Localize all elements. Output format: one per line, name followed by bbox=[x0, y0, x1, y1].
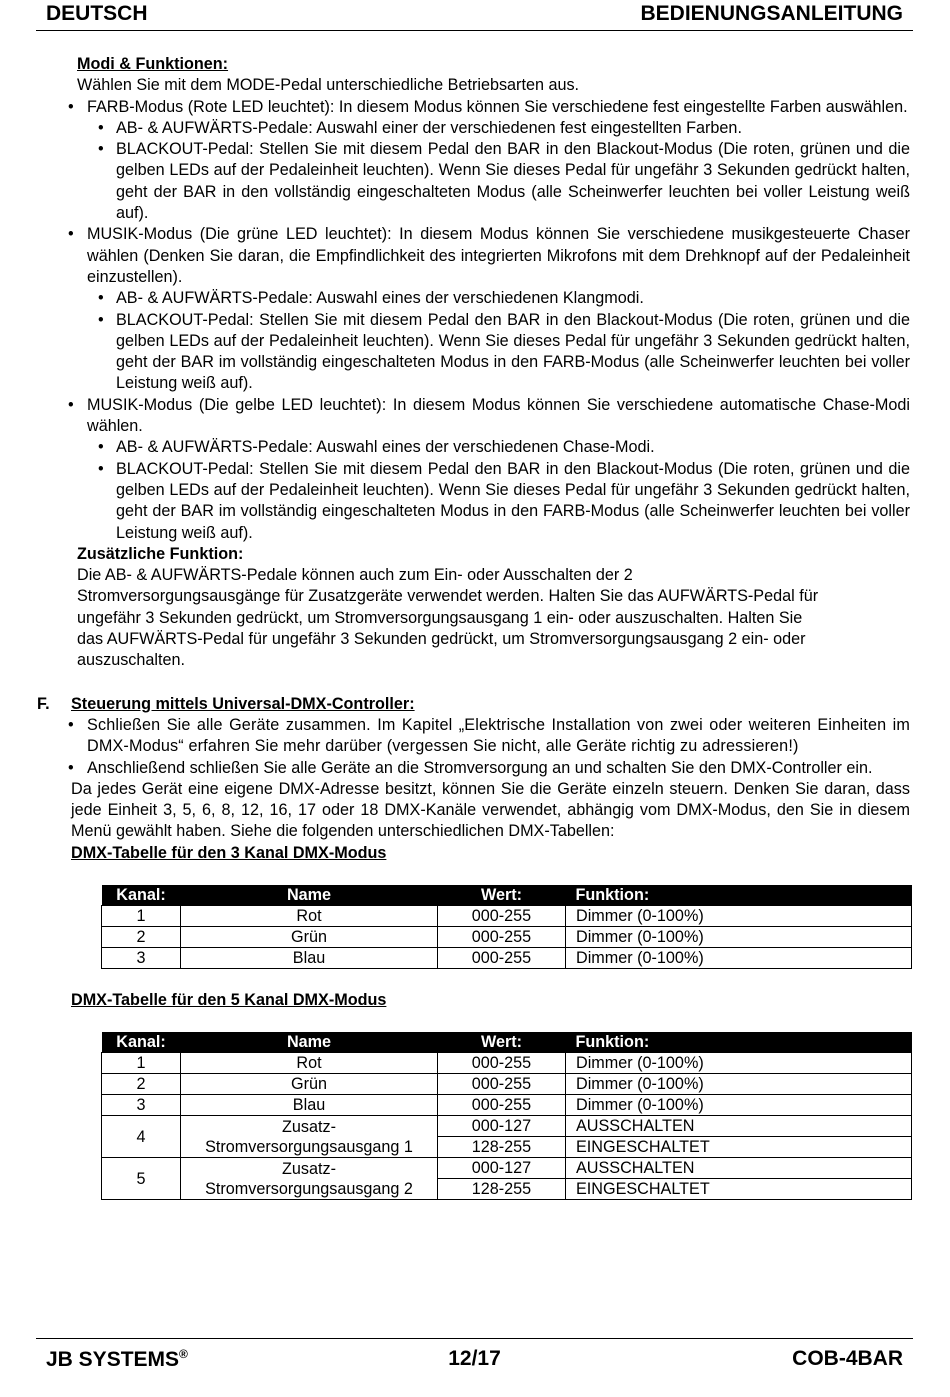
col-funktion: Funktion: bbox=[566, 1032, 912, 1053]
section-f-heading bbox=[37, 694, 910, 715]
page-footer bbox=[36, 1338, 913, 1389]
extra-function-line-3: ungefähr 3 Sekunden gedrückt, um Stromversorgungsausgang 1 ein- oder auszuschalten. Halten Sie bbox=[77, 608, 803, 627]
list-item-power-on: • Anschließend schließen Sie alle Geräte an die Stromversorgung an und schalten Sie den DMX-Controller ein. bbox=[87, 758, 910, 779]
table-row bbox=[102, 1053, 912, 1074]
cell-name: Rot bbox=[181, 905, 438, 926]
dmx-address-paragraph: Da jedes Gerät eine eigene DMX-Adresse besitzt, können Sie die Geräte einzeln steuern. Denken Sie daran, dass jede Einheit 3, 5, 6, 8, 12, 16, 17 oder 18 DMX-Kanäle verwendet, abhängig vom DMX-Modus, den Sie in diesem Menü gewählt haben. Siehe die folgenden unterschiedlichen DMX-Tabellen: bbox=[71, 779, 910, 841]
section-f-title: Steuerung mittels Universal-DMX-Controller: bbox=[71, 694, 415, 713]
list-item-connect-devices: • Schließen Sie alle Geräte zusammen. Im Kapitel „Elektrische Installation von zwei oder weiteren Einheiten im DMX-Modus“ erfahren Sie mehr darüber (vergessen Sie nicht, alle Geräte richtig zu adressieren!) bbox=[87, 715, 910, 758]
extra-function-line-1: Die AB- & AUFWÄRTS-Pedale können auch zum Ein- oder Ausschalten der 2 bbox=[77, 566, 633, 585]
cell-funktion: Dimmer (0-100%) bbox=[566, 905, 912, 926]
cell-kanal: 1 bbox=[102, 1053, 181, 1074]
dmx-table-5ch bbox=[101, 1032, 912, 1200]
col-name: Name bbox=[181, 1032, 438, 1053]
cell-wert: 000-127 bbox=[438, 1158, 566, 1179]
cell-wert: 000-255 bbox=[438, 1095, 566, 1116]
table-row bbox=[102, 1158, 912, 1179]
col-name: Name bbox=[181, 885, 438, 906]
col-wert: Wert: bbox=[438, 885, 566, 906]
list-item-musik-yellow-blackout: • BLACKOUT-Pedal: Stellen Sie mit diesem Pedal den BAR in den Blackout-Modus (Die roten, grünen und die gelben LEDs auf der Pedaleinheit leuchten). Wenn Sie dieses Pedal für ungefähr 3 Sekunden gedrückt halten, geht der BAR im vollständig eingeschalteten Modus in den FARB-Modus (alle Scheinwerfer leuchten bei voller Leistung weiß auf). bbox=[116, 459, 910, 544]
cell-wert: 000-255 bbox=[438, 926, 566, 947]
cell-wert: 128-255 bbox=[438, 1179, 566, 1200]
table-row bbox=[102, 905, 912, 926]
list-item-musik-yellow-ab: • AB- & AUFWÄRTS-Pedale: Auswahl eines der verschiedenen Chase-Modi. bbox=[116, 437, 910, 458]
extra-function-line-5: auszuschalten. bbox=[77, 651, 185, 670]
modes-intro: Wählen Sie mit dem MODE-Pedal unterschiedliche Betriebsarten aus. bbox=[77, 76, 580, 95]
cell-wert: 000-255 bbox=[438, 947, 566, 968]
cell-kanal: 2 bbox=[102, 1074, 181, 1095]
cell-name-line-2: Stromversorgungsausgang 1 bbox=[205, 1137, 413, 1156]
table-row bbox=[102, 1095, 912, 1116]
cell-wert: 128-255 bbox=[438, 1137, 566, 1158]
cell-name: Blau bbox=[181, 1095, 438, 1116]
page-number: 12/17 bbox=[448, 1347, 501, 1370]
cell-wert: 000-127 bbox=[438, 1116, 566, 1137]
cell-name: Grün bbox=[181, 926, 438, 947]
header-language: DEUTSCH bbox=[46, 2, 148, 25]
table-row bbox=[102, 947, 912, 968]
page-content bbox=[0, 54, 950, 1200]
cell-funktion: Dimmer (0-100%) bbox=[566, 1095, 912, 1116]
list-item-musik-yellow: • MUSIK-Modus (Die gelbe LED leuchtet): In diesem Modus können Sie verschiedene automatische Chase-Modi wählen. bbox=[87, 395, 910, 438]
list-item-farb-mode: • FARB-Modus (Rote LED leuchtet): In diesem Modus können Sie verschiedene fest eingestellte Farben auswählen. bbox=[87, 97, 910, 118]
cell-name-line-1: Zusatz- bbox=[282, 1117, 336, 1136]
section-letter: F. bbox=[37, 694, 50, 713]
cell-name bbox=[181, 1158, 438, 1200]
brand-name: JB SYSTEMS bbox=[46, 1348, 180, 1371]
table-row bbox=[102, 1116, 912, 1137]
table-header-row bbox=[102, 885, 912, 906]
cell-name: Rot bbox=[181, 1053, 438, 1074]
col-wert: Wert: bbox=[438, 1032, 566, 1053]
table-row bbox=[102, 926, 912, 947]
cell-funktion: AUSSCHALTEN bbox=[566, 1158, 912, 1179]
cell-kanal: 2 bbox=[102, 926, 181, 947]
cell-funktion: Dimmer (0-100%) bbox=[566, 926, 912, 947]
modes-heading: Modi & Funktionen: bbox=[77, 55, 229, 73]
cell-kanal: 5 bbox=[102, 1158, 181, 1200]
list-item-farb-blackout: • BLACKOUT-Pedal: Stellen Sie mit diesem Pedal den BAR in den Blackout-Modus (Die roten, grünen und die gelben LEDs auf der Pedaleinheit leuchten). Wenn Sie dieses Pedal für ungefähr 3 Sekunden gedrückt halten, geht der BAR in den vollständig eingeschalteten Modus (alle Scheinwerfer leuchten bei voller Leistung weiß auf). bbox=[116, 139, 910, 224]
list-item-farb-ab: • AB- & AUFWÄRTS-Pedale: Auswahl einer der verschiedenen fest eingestellten Farben. bbox=[116, 118, 910, 139]
page-header bbox=[36, 0, 913, 31]
registered-mark: ® bbox=[179, 1347, 188, 1361]
cell-kanal: 3 bbox=[102, 947, 181, 968]
dmx-table-3ch bbox=[101, 885, 912, 969]
list-item-musik-green: • MUSIK-Modus (Die grüne LED leuchtet): In diesem Modus können Sie verschiedene musikgesteuerte Chaser wählen (Denken Sie daran, die Empfindlichkeit des integrierten Mikrofons mit dem Drehknopf auf der Pedaleinheit einzustellen). bbox=[87, 224, 910, 288]
col-kanal: Kanal: bbox=[102, 1032, 181, 1053]
cell-kanal: 1 bbox=[102, 905, 181, 926]
list-item-musik-green-blackout: • BLACKOUT-Pedal: Stellen Sie mit diesem Pedal den BAR in den Blackout-Modus (Die roten, grünen und die gelben LEDs auf der Pedaleinheit leuchten). Wenn Sie dieses Pedal für ungefähr 3 Sekunden gedrückt halten, geht der BAR im vollständig eingeschalteten Modus in den FARB-Modus (alle Scheinwerfer leuchten bei voller Leistung weiß auf). bbox=[116, 310, 910, 395]
cell-kanal: 4 bbox=[102, 1116, 181, 1158]
cell-funktion: EINGESCHALTET bbox=[566, 1179, 912, 1200]
cell-funktion: Dimmer (0-100%) bbox=[566, 1074, 912, 1095]
cell-wert: 000-255 bbox=[438, 1074, 566, 1095]
extra-function-line-2: Stromversorgungsausgänge für Zusatzgeräte verwendet werden. Halten Sie das AUFWÄRTS-Pedal für bbox=[77, 587, 819, 606]
cell-name bbox=[181, 1116, 438, 1158]
cell-funktion: AUSSCHALTEN bbox=[566, 1116, 912, 1137]
table-row bbox=[102, 1074, 912, 1095]
cell-funktion: EINGESCHALTET bbox=[566, 1137, 912, 1158]
cell-funktion: Dimmer (0-100%) bbox=[566, 1053, 912, 1074]
table-header-row bbox=[102, 1032, 912, 1053]
cell-wert: 000-255 bbox=[438, 1053, 566, 1074]
footer-model: COB-4BAR bbox=[792, 1347, 903, 1370]
col-kanal: Kanal: bbox=[102, 885, 181, 906]
cell-name-line-2: Stromversorgungsausgang 2 bbox=[205, 1179, 413, 1198]
extra-function-heading: Zusätzliche Funktion: bbox=[77, 544, 244, 563]
cell-kanal: 3 bbox=[102, 1095, 181, 1116]
header-manual-title: BEDIENUNGSANLEITUNG bbox=[640, 2, 903, 25]
cell-name: Grün bbox=[181, 1074, 438, 1095]
cell-wert: 000-255 bbox=[438, 905, 566, 926]
col-funktion: Funktion: bbox=[566, 885, 912, 906]
list-item-musik-green-ab: • AB- & AUFWÄRTS-Pedale: Auswahl eines der verschiedenen Klangmodi. bbox=[116, 288, 910, 309]
extra-function-line-4: das AUFWÄRTS-Pedal für ungefähr 3 Sekunden gedrückt, um Stromversorgungsausgang 2 ein- oder bbox=[77, 630, 806, 649]
table-5ch-title: DMX-Tabelle für den 5 Kanal DMX-Modus bbox=[71, 990, 387, 1009]
cell-name-line-1: Zusatz- bbox=[282, 1159, 336, 1178]
table-3ch-title: DMX-Tabelle für den 3 Kanal DMX-Modus bbox=[71, 843, 387, 862]
cell-name: Blau bbox=[181, 947, 438, 968]
cell-funktion: Dimmer (0-100%) bbox=[566, 947, 912, 968]
